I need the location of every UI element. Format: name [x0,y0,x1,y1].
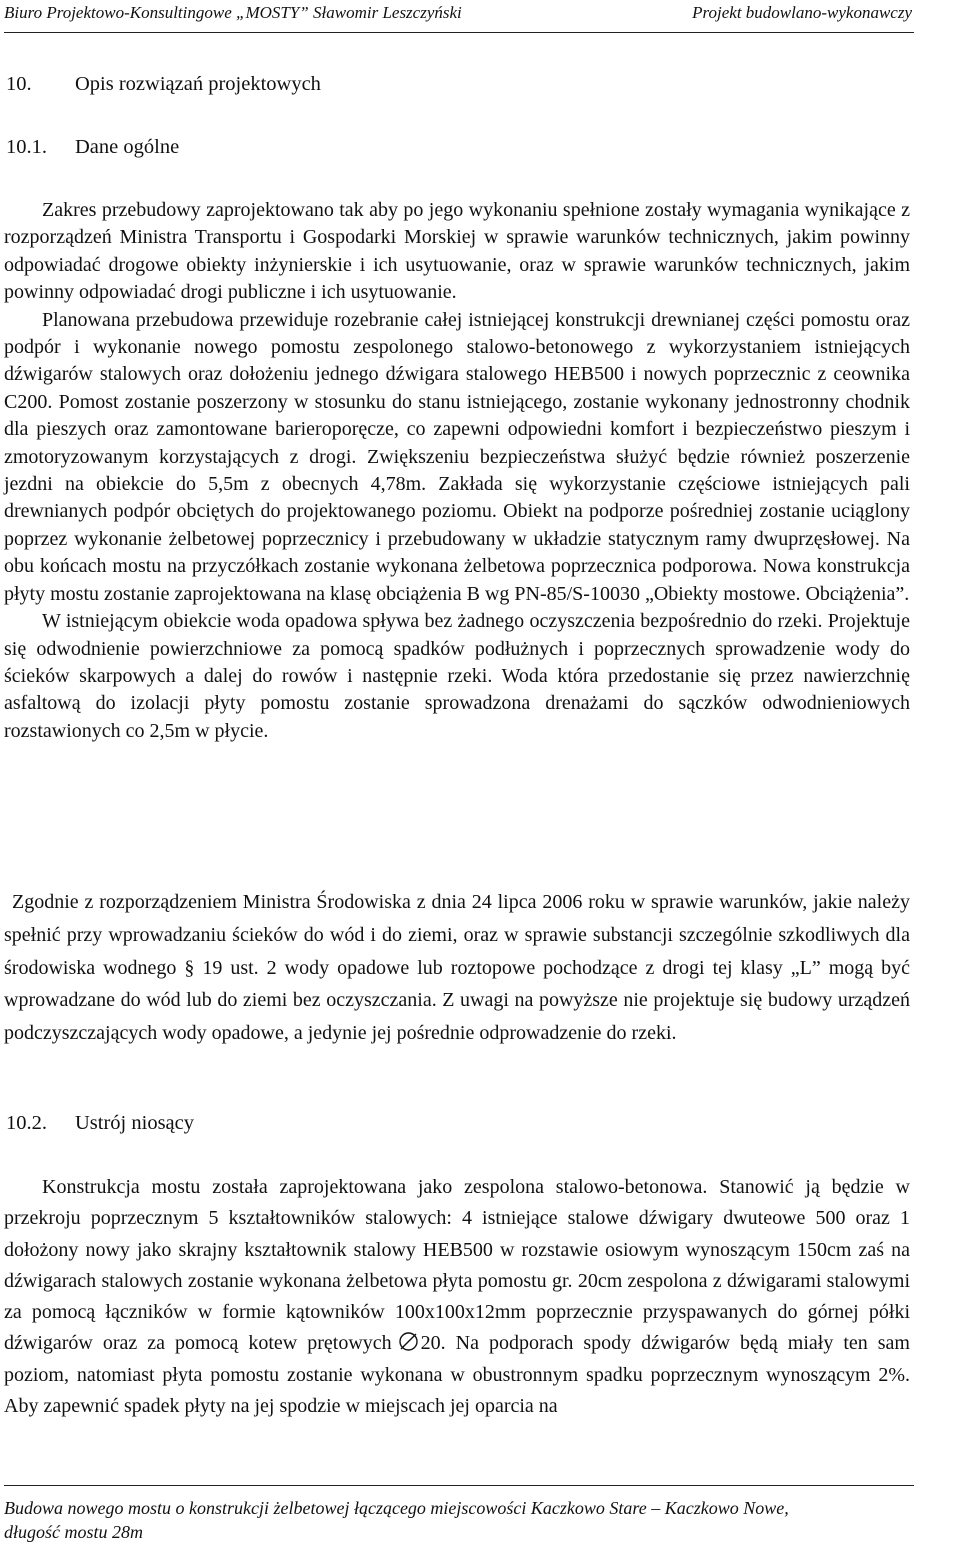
subsection-heading-structure [6,1110,194,1136]
header-project-type: Projekt budowlano-wykonawczy [692,3,912,22]
subsection-number: 10.2. [6,1112,47,1134]
subsection-title: Ustrój niosący [75,1112,194,1134]
subsection-heading-general [6,134,179,160]
subsection-title: Dane ogólne [75,136,180,158]
regulation-paragraph-block [4,886,910,1050]
subsection-number: 10.1. [6,136,47,158]
section-heading [6,71,321,97]
paragraph-drainage: W istniejącym obiekcie woda opadowa spływa bez żadnego oczyszczenia bezpośrednio do rzeki. Projektuje się odwodnienie powierzchniowe za pomocą spadków podłużnych i poprzecznych sprowadzenie wody do ścieków skarpowych a dalej do rowów i następnie rzeki. Woda która przedostanie się przez nawierzchnię asfaltową do izolacji płyty pomostu zostanie sprowadzona drenażami do sączków odwodnieniowych rozstawionych co 2,5m w płycie. [4,610,910,742]
footer-project-name: Budowa nowego mostu o konstrukcji żelbetowej łączącego miejscowości Kaczkowo Stare – Kaczkowo Nowe, [4,1498,789,1518]
section-title: Opis rozwiązań projektowych [75,73,321,95]
diameter-symbol-icon [398,1331,419,1352]
paragraph-planned-rebuild: Planowana przebudowa przewiduje rozebranie całej istniejącej konstrukcji drewnianej części pomostu oraz podpór i wykonanie nowego pomostu zespolonego stalowo-betonowego z wykorzystaniem istniejących dźwigarów stalowych oraz dołożeniu jednego dźwigara stalowego HEB500 i nowych poprzecznic z ceownika C200. Pomost zostanie poszerzony w stosunku do stanu istniejącego, zostanie wykonany jednostronny chodnik dla pieszych oraz zamontowane barieroporęcze, co zapewni odpowiedni komfort i bezpieczeństwo pieszym i zmotoryzowanym korzystających z drogi. Zwiększeniu bezpieczeństwa służyć będzie również poszerzenie jezdni na obiekcie do 5,5m z obecnych 4,78m. Zakłada się wykorzystanie częściowe istniejących pali drewnianych podpór obciętych do projektowanego poziomu. Obiekt na podporze pośredniej zostanie uciąglony poprzez wykonanie żelbetowej poprzecznicy i przebudowany w układzie statycznym ramy dwuprzęsłowej. Na obu końcach mostu na przyczółkach zostanie wykonana żelbetowa poprzecznica podporowa. Nowa konstrukcja płyty mostu zostanie zaprojektowana na klasę obciążenia B wg PN-85/S-10030 „Obiekty mostowe. Obciążenia”. [4,308,910,605]
structure-text-part2: 20. Na podporach spody dźwigarów będą miały ten sam poziom, natomiast płyta pomostu zostanie wykonana w obustronnym spadku poprzecznym wynoszącym 2%. Aby zapewnić spadek płyty na jej spodzie w miejscach jej oparcia na [4,1332,910,1418]
page-footer [4,1485,914,1544]
structure-text-part1: Konstrukcja mostu została zaprojektowana jako zespolona stalowo-betonowa. Stanowić ją będzie w przekroju poprzecznym 5 kształtowników stalowych: 4 istniejące stalowe dźwigary dwuteowe 500 oraz 1 dołożony nowy jako skrajny kształtownik stalowy HEB500 w rozstawie osiowym wynoszącym 150cm zaś na dźwigarach stalowych zostanie wykonana żelbetowa płyta pomostu gr. 20cm zespolona z dźwigarami stalowymi za pomocą łączników w formie kątowników 100x100x12mm poprzecznie przyspawanych do górnej półki dźwigarów oraz za pomocą kotew prętowych [4,1176,910,1355]
header-company: Biuro Projektowo-Konsultingowe „MOSTY” Sławomir Leszczyński [4,3,462,22]
paragraph-scope: Zakres przebudowy zaprojektowano tak aby po jego wykonaniu spełnione zostały wymagania wynikające z rozporządzeń Ministra Transportu i Gospodarki Morskiej w sprawie warunków technicznych, jakim powinny odpowiadać drogowe obiekty inżynierskie i ich usytuowanie, oraz w sprawie warunków technicznych, jakim powinny odpowiadać drogi publiczne i ich usytuowanie. [4,199,910,304]
paragraph-regulation: Zgodnie z rozporządzeniem Ministra Środowiska z dnia 24 lipca 2006 roku w sprawie warunków, jakie należy spełnić przy wprowadzaniu ścieków do wód i do ziemi, oraz w sprawie substancji szczególnie szkodliwych dla środowiska wodnego § 19 ust. 2 wody opadowe lub roztopowe pochodzące z drogi tej klasy „L” mogą być wprowadzane do wód lub do ziemi bez oczyszczania. Z uwagi na powyższe nie projektuje się budowy urządzeń podczyszczających wody opadowe, a jedynie jej pośrednie odprowadzenie do rzeki. [4,891,910,1045]
section-number: 10. [6,73,32,95]
structure-paragraph-block [4,1172,910,1422]
page-header [4,0,914,33]
general-data-paragraphs [4,197,910,745]
paragraph-structure [4,1172,910,1422]
footer-bridge-length: długość mostu 28m [4,1522,143,1542]
